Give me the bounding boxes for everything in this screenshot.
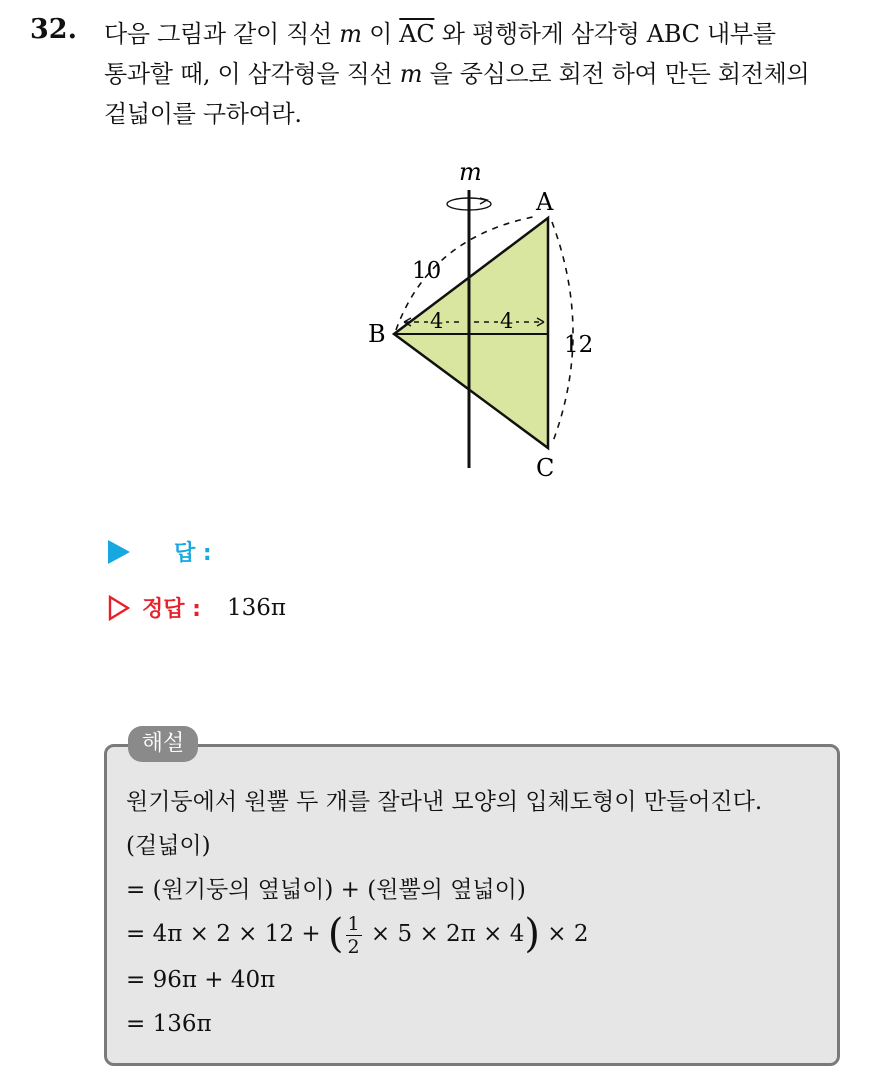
solution-line-6: = 136π <box>126 1010 212 1037</box>
question-text <box>104 14 864 134</box>
solution-lines <box>126 780 826 1046</box>
q-line1-m: m <box>339 20 362 48</box>
q-line1-c: 와 평행하게 삼각형 ABC 내부를 <box>434 20 776 48</box>
length-label-12: 12 <box>564 332 594 358</box>
solution-line-5: = 96π + 40π <box>126 966 276 993</box>
rotation-arrowhead-icon <box>480 198 487 204</box>
solution-line-2: (겉넓이) <box>126 833 211 859</box>
solution-tag: 해설 <box>128 726 198 762</box>
vertex-label-b: B <box>368 320 386 348</box>
length-label-10: 10 <box>412 258 442 284</box>
correct-answer-label: 정답 : <box>142 597 201 622</box>
paren-open: ( <box>327 911 344 957</box>
q-line2-m: m <box>399 60 423 88</box>
solution-line-3: = (원기둥의 옆넓이) + (원뿔의 옆넓이) <box>126 877 526 903</box>
triangle-rotation-figure <box>356 158 616 488</box>
length-label-4-right: 4 <box>500 309 514 333</box>
correct-answer-value: 136π <box>226 594 286 621</box>
length-label-4-left: 4 <box>430 309 444 333</box>
vertex-label-a: A <box>536 188 554 216</box>
q-line2-b: 을 중심으로 회전 하여 만든 회전체의 <box>422 60 810 88</box>
q-line1-a: 다음 그림과 같이 직선 <box>104 20 340 48</box>
play-triangle-icon <box>108 540 130 564</box>
question-number: 32. <box>30 14 77 45</box>
solution-line-4 <box>126 912 826 958</box>
fraction-numerator: 1 <box>347 912 360 935</box>
solution-line-1: 원기둥에서 원뿔 두 개를 잘라낸 모양의 입체도형이 만들어진다. <box>126 789 763 815</box>
q-line1-ac: $\overline{AC}$ <box>399 20 435 48</box>
solution-line-4-a: = 4π × 2 × 12 + <box>126 921 328 947</box>
q-line3: 겉넓이를 구하여라. <box>104 100 302 128</box>
q-line2-a: 통과할 때, 이 삼각형을 직선 <box>104 60 400 88</box>
outline-triangle-icon <box>108 595 130 621</box>
vertex-label-c: C <box>536 454 555 482</box>
correct-answer-row <box>108 592 286 623</box>
fraction-denominator: 2 <box>347 935 360 958</box>
q-line1-b: 이 <box>361 20 400 48</box>
solution-line-4-b: × 5 × 2π × 4 <box>363 921 525 947</box>
axis-label-m: m <box>459 158 482 186</box>
solution-line-4-c: × 2 <box>539 921 589 947</box>
paren-close: ) <box>524 911 540 957</box>
fraction-half <box>346 913 362 958</box>
answer-label: 답 : <box>174 541 212 566</box>
answer-row <box>108 536 212 567</box>
